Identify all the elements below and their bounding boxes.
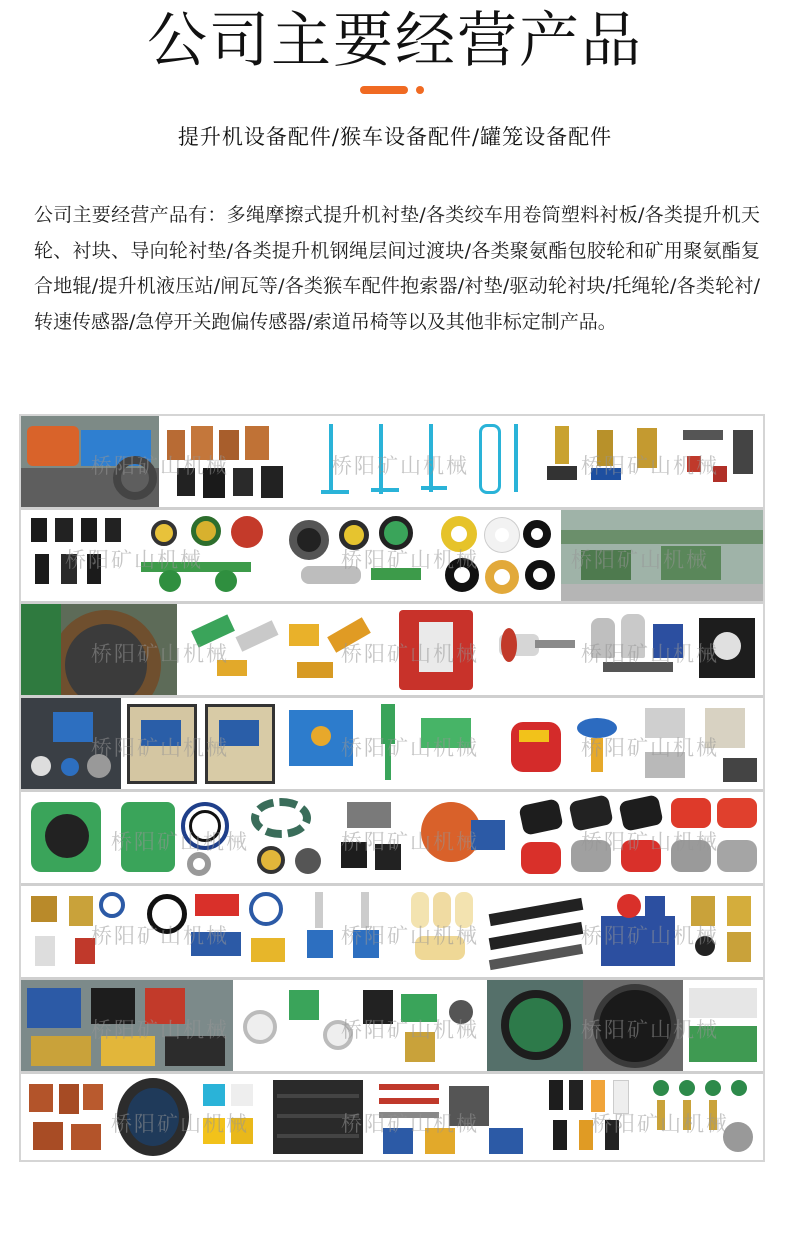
watermark: 桥阳矿山机械 (91, 924, 229, 948)
product-photo-colored-pads (195, 1074, 265, 1160)
product-photo-control-panel (21, 698, 121, 789)
watermark: 桥阳矿山机械 (111, 1112, 249, 1136)
product-photo-sheave (111, 1074, 195, 1160)
product-photo-sensors (177, 604, 381, 695)
gallery-row (21, 604, 763, 698)
product-photo-rubber-rings (431, 510, 561, 601)
product-photo-motor-box (691, 604, 763, 695)
product-photo-switches (361, 698, 501, 789)
product-photo-valve-set (643, 1074, 763, 1160)
product-photo-liner-segment (265, 1074, 369, 1160)
product-photo-springs (369, 1074, 539, 1160)
watermark: 桥阳矿山机械 (341, 830, 479, 854)
watermark: 桥阳矿山机械 (91, 1018, 229, 1042)
product-photo-nylon-rollers (401, 886, 481, 977)
accent-bar (360, 86, 408, 94)
product-photo-instruments (631, 698, 763, 789)
page-subtitle: 提升机设备配件/猴车设备配件/罐笼设备配件 (177, 125, 613, 149)
product-photo-hydraulic-station (591, 886, 681, 977)
product-photo-blue-sensors (301, 886, 401, 977)
product-photo-rollers-mixed (539, 1074, 643, 1160)
product-photo-alarm-light (501, 698, 631, 789)
watermark: 桥阳矿山机械 (341, 548, 479, 572)
watermark: 桥阳矿山机械 (91, 642, 229, 666)
gallery-row (21, 698, 763, 792)
page-title: 公司主要经营产品 (147, 6, 643, 76)
watermark: 桥阳矿山机械 (581, 1018, 719, 1042)
product-photo-installed-rollers (561, 510, 763, 601)
product-photo-sensor-box (331, 792, 411, 883)
product-photo-brass-valves (681, 886, 763, 977)
product-photo-green-liners (683, 980, 763, 1071)
product-photo-blue-box (281, 698, 361, 789)
gallery-row (21, 510, 763, 604)
product-photo-pads (511, 792, 763, 883)
product-photo-valves (21, 886, 131, 977)
product-photo-load-cells (581, 604, 691, 695)
product-photo-cable-drum (583, 980, 683, 1071)
product-photo-rope-grips (537, 416, 763, 507)
product-gallery (19, 414, 765, 1162)
watermark: 桥阳矿山机械 (65, 548, 203, 572)
product-photo-black-blocks (21, 510, 131, 601)
product-photo-seals (111, 792, 241, 883)
product-photo-cables-switches (131, 886, 301, 977)
product-photo-spiral-liner (241, 792, 331, 883)
watermark: 桥阳矿山机械 (341, 924, 479, 948)
gallery-row (21, 1074, 763, 1160)
watermark: 桥阳矿山机械 (581, 924, 719, 948)
watermark-logo-text: 桥阳矿山机械 (331, 454, 469, 478)
watermark: 桥阳矿山机械 (581, 454, 719, 478)
gallery-row (21, 416, 763, 510)
product-photo-brown-blocks (21, 1074, 111, 1160)
watermark: 桥阳矿山机械 (341, 1018, 479, 1042)
product-photo-solenoid-valves (21, 980, 233, 1071)
product-photo-idler-rollers (481, 886, 591, 977)
watermark: 桥阳矿山机械 (111, 830, 249, 854)
product-description: 公司主要经营产品有：多绳摩擦式提升机衬垫/各类绞车用卷筒塑料衬板/各类提升机天轮、衬块、导向轮衬垫/各类提升机钢绳层间过渡块/各类聚氨酯包胶轮和矿用聚氨酯复合地辊/提升机液压站/闸瓦等/各类猴车配件抱索器/衬垫/驱动轮衬块/托绳轮/各类轮衬/转速传感器/急停开关跑偏传感器/索道吊椅等以及其他非标定制产品。 (34, 204, 760, 333)
product-photo-green-drive (21, 792, 111, 883)
accent-dot (416, 86, 424, 94)
product-photo-brake-thruster (381, 604, 485, 695)
watermark: 桥阳矿山机械 (341, 642, 479, 666)
watermark: 桥阳矿山机械 (341, 1112, 479, 1136)
watermark: 桥阳矿山机械 (581, 736, 719, 760)
watermark: 桥阳矿山机械 (91, 454, 229, 478)
product-photo-orange-motor (411, 792, 511, 883)
product-photo-cylinder (485, 604, 581, 695)
product-photo-liner-blocks (159, 416, 299, 507)
gallery-row (21, 792, 763, 886)
watermark: 桥阳矿山机械 (581, 830, 719, 854)
watermark: 桥阳矿山机械 (571, 548, 709, 572)
product-photo-green-roller-sets (131, 510, 271, 601)
product-photo-brake-install (21, 604, 177, 695)
gallery-row (21, 980, 763, 1074)
product-photo-chairlift-seats (299, 416, 537, 507)
product-photo-hoist-machine (21, 416, 159, 507)
watermark: 桥阳矿山机械 (591, 1112, 729, 1136)
product-photo-wheels (271, 510, 431, 601)
watermark: 桥阳矿山机械 (581, 642, 719, 666)
product-photo-pressure-gauges (233, 980, 487, 1071)
gallery-row (21, 886, 763, 980)
watermark: 桥阳矿山机械 (341, 736, 479, 760)
product-photo-switch-cabinets (121, 698, 281, 789)
watermark: 桥阳矿山机械 (91, 736, 229, 760)
product-photo-drum-install (487, 980, 583, 1071)
